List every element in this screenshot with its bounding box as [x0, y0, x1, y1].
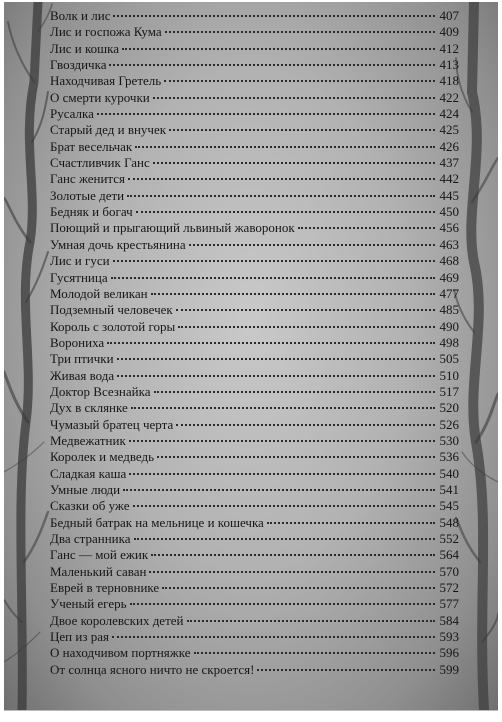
dot-leader	[151, 542, 435, 556]
dot-leader	[135, 134, 435, 148]
toc-entry-page-number: 412	[439, 40, 459, 56]
toc-entry-page-number: 545	[439, 498, 459, 514]
dot-leader	[165, 19, 435, 33]
dot-leader	[136, 199, 435, 213]
toc-entry-title: Находчивая Гретель	[50, 73, 162, 89]
dot-leader	[123, 477, 435, 491]
toc-entry-title: Медвежатник	[50, 432, 126, 448]
toc-entry-title: О смерти курочки	[50, 89, 150, 105]
toc-entry-page-number: 445	[439, 187, 459, 203]
toc-entry-page-number: 463	[439, 236, 459, 252]
toc-entry-page-number: 540	[439, 465, 459, 481]
toc-entry-page-number: 425	[439, 122, 459, 138]
toc-entry-title: Лис и гуси	[50, 253, 110, 269]
dot-leader	[117, 363, 435, 377]
toc-entry-title: Ганс женится	[50, 171, 126, 187]
dot-leader	[122, 36, 435, 50]
toc-entry-title: Волк и лис	[50, 8, 111, 23]
toc-entry-title: Король с золотой горы	[50, 318, 176, 334]
dot-leader	[298, 215, 435, 229]
toc-entry-title: Маленький саван	[50, 563, 147, 579]
toc-entry-title: Ганс — мой ежик	[50, 547, 149, 563]
toc-entry-title: Поющий и прыгающий львиный жаворонок	[50, 220, 295, 236]
toc-entry-title: Три птички	[50, 351, 114, 367]
dot-leader	[111, 265, 435, 279]
toc-entry-page-number: 424	[439, 106, 459, 122]
dot-leader	[134, 526, 436, 540]
dot-leader	[176, 297, 435, 311]
toc-entry-page-number: 418	[439, 73, 459, 89]
dot-leader	[129, 428, 435, 442]
toc-entry-page-number: 490	[439, 318, 459, 334]
toc-entry-title: Цеп из рая	[50, 629, 109, 645]
toc-entry-title: Сказки об уже	[50, 498, 130, 514]
toc-entry-page-number: 541	[439, 481, 459, 497]
dot-leader	[133, 493, 436, 507]
toc-entry-page-number: 596	[439, 645, 459, 661]
dot-leader	[257, 657, 435, 671]
toc-entry-title: Доктор Всезнайка	[50, 383, 151, 399]
toc-entry-page-number: 442	[439, 171, 459, 187]
toc-entry-page-number: 413	[439, 57, 459, 73]
toc-entry-page-number: 407	[439, 8, 459, 23]
dot-leader	[164, 68, 435, 82]
dot-leader	[117, 346, 435, 360]
dot-leader	[153, 150, 435, 164]
dot-leader	[153, 85, 435, 99]
toc-entry-page-number: 520	[439, 400, 459, 416]
toc-entry-page-number: 584	[439, 612, 459, 628]
toc-entry-page-number: 485	[439, 302, 459, 318]
toc-entry-title: Молодой великан	[50, 285, 148, 301]
dot-leader	[113, 3, 435, 17]
toc-entry-page-number: 564	[439, 547, 459, 563]
dot-leader	[151, 281, 435, 295]
toc-entry-page-number: 530	[439, 432, 459, 448]
dot-leader	[178, 314, 435, 328]
dot-leader	[194, 640, 435, 654]
toc-entry-page-number: 409	[439, 24, 459, 40]
toc-entry	[50, 660, 459, 676]
toc-entry-title: Ученый егерь	[50, 596, 127, 612]
toc-entry-page-number: 437	[439, 155, 459, 171]
toc-entry-title: Двое королевских детей	[50, 612, 184, 628]
dot-leader	[112, 624, 435, 638]
toc-entry-page-number: 570	[439, 563, 459, 579]
dot-leader	[130, 591, 435, 605]
toc-entry-page-number: 422	[439, 89, 459, 105]
toc-entry-page-number: 572	[439, 580, 459, 596]
dot-leader	[149, 559, 435, 573]
toc-entry-title: От солнца ясного ничто не скроется!	[50, 661, 255, 677]
toc-entry-title: Королек и медведь	[50, 449, 155, 465]
toc-entry-title: Лис и кошка	[50, 40, 120, 56]
toc-entry-title: Дух в склянке	[50, 400, 128, 416]
dot-leader	[162, 575, 435, 589]
dot-leader	[187, 608, 436, 622]
toc-entry-page-number: 450	[439, 204, 459, 220]
dot-leader	[169, 117, 435, 131]
toc-entry-title: Золотые дети	[50, 187, 125, 203]
dot-leader	[157, 444, 435, 458]
toc-entry-page-number: 505	[439, 351, 459, 367]
toc-entry-title: Ворониха	[50, 334, 105, 350]
dot-leader	[129, 461, 435, 475]
dot-leader	[154, 379, 435, 393]
toc-entry-page-number: 536	[439, 449, 459, 465]
toc-entry-page-number: 517	[439, 383, 459, 399]
dot-leader	[107, 330, 435, 344]
toc-entry-title: Умные люди	[50, 481, 121, 497]
toc-entry-title: О находчивом портняжке	[50, 645, 191, 661]
toc-entry-title: Бедняк и богач	[50, 204, 133, 220]
toc-entry-page-number: 456	[439, 220, 459, 236]
toc-entry-title: Чумазый братец черта	[50, 416, 174, 432]
dot-leader	[189, 232, 435, 246]
toc-entry-title: Умная дочь крестьянина	[50, 236, 186, 252]
dot-leader	[128, 166, 435, 180]
toc-entry-title: Два странника	[50, 531, 131, 546]
dot-leader	[267, 510, 435, 524]
toc-entry-title: Русалка	[50, 106, 94, 122]
toc-entry-page-number: 548	[439, 514, 459, 530]
toc-entry-page-number: 577	[439, 596, 459, 612]
dot-leader	[176, 412, 435, 426]
dot-leader	[131, 395, 435, 409]
toc-entry-title: Старый дед и внучек	[50, 122, 167, 138]
table-of-contents	[50, 6, 459, 676]
dot-leader	[127, 183, 435, 197]
toc-entry-page-number: 593	[439, 629, 459, 645]
toc-entry-title: Гусятница	[50, 269, 108, 285]
toc-entry-title: Сладкая каша	[50, 465, 127, 481]
toc-entry-title: Счастливчик Ганс	[50, 155, 150, 171]
toc-entry-title: Еврей в терновнике	[50, 580, 160, 596]
toc-entry-title: Живая вода	[50, 367, 115, 383]
toc-entry-page-number: 477	[439, 285, 459, 301]
toc-entry-title: Лис и госпожа Кума	[50, 24, 162, 40]
toc-entry-page-number: 599	[439, 661, 459, 677]
book-page	[4, 2, 498, 711]
toc-entry-title: Гвоздичка	[50, 57, 107, 73]
toc-entry-title: Брат весельчак	[50, 138, 133, 154]
toc-entry-page-number: 498	[439, 334, 459, 350]
toc-entry-page-number: 426	[439, 138, 459, 154]
dot-leader	[97, 101, 435, 115]
toc-entry-title: Бедный батрак на мельнице и кошечка	[50, 514, 264, 530]
dot-leader	[109, 52, 435, 66]
toc-entry-page-number: 469	[439, 269, 459, 285]
toc-entry-page-number: 552	[439, 531, 459, 546]
toc-entry-page-number: 510	[439, 367, 459, 383]
dot-leader	[113, 248, 435, 262]
toc-entry-page-number: 526	[439, 416, 459, 432]
toc-entry-page-number: 468	[439, 253, 459, 269]
toc-entry-title: Подземный человечек	[50, 302, 173, 318]
